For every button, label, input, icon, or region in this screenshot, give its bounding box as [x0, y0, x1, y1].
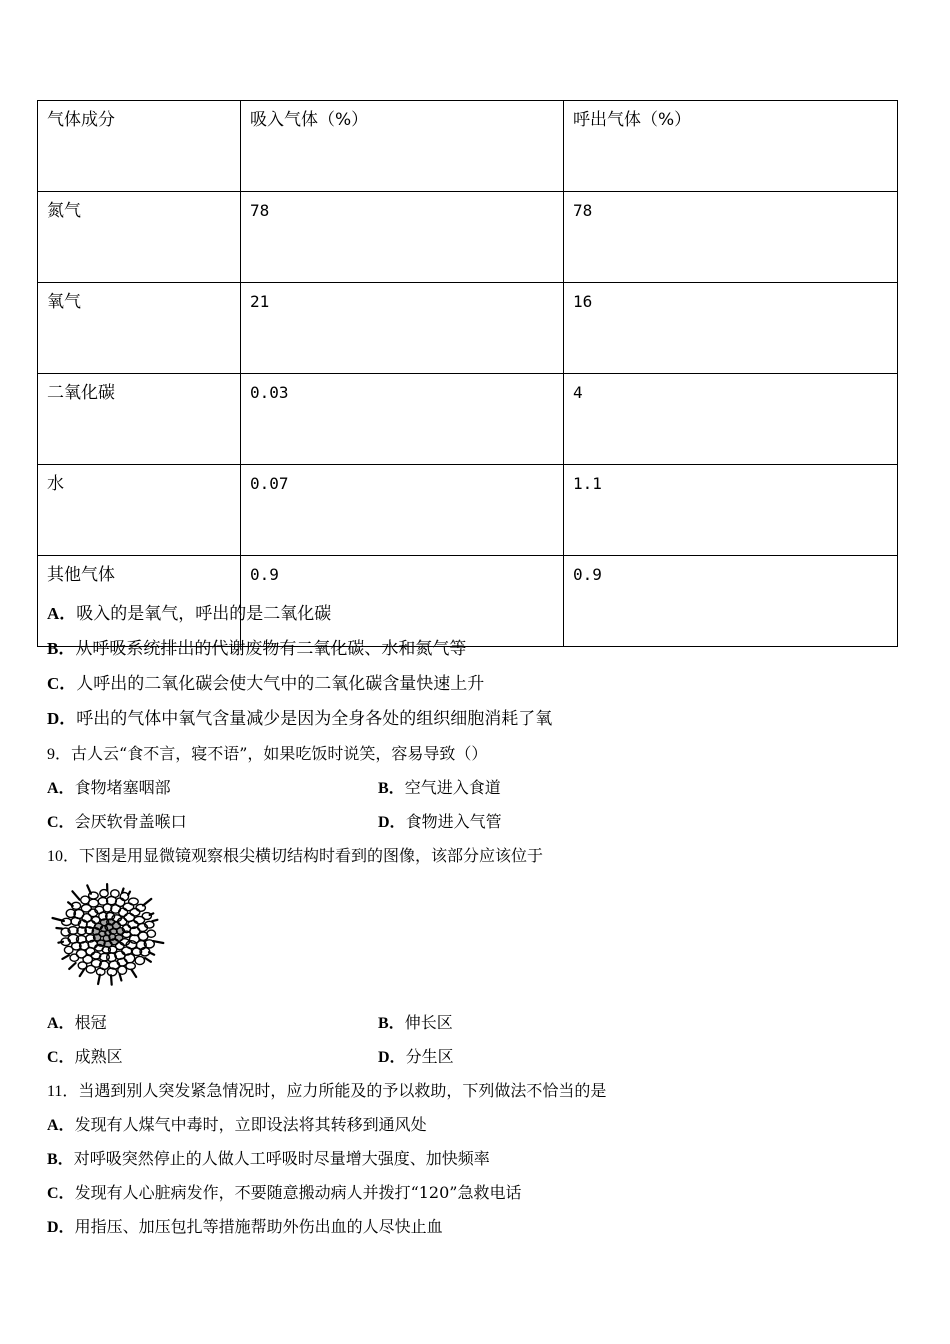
cell-shape [81, 896, 90, 904]
q10-stem [47, 845, 543, 868]
table-cell: 其他气体 [38, 556, 241, 647]
table-cell: 0.03 [241, 374, 564, 465]
table-header-cell: 吸入气体（%） [241, 101, 564, 192]
option-text: 伸长区 [404, 1013, 453, 1032]
option-letter: A． [47, 604, 77, 623]
root-hair-shape [120, 974, 122, 981]
table-cell: 氧气 [38, 283, 241, 374]
option-text: 食物进入气管 [405, 812, 502, 831]
option-text: 用指压、加压包扎等措施帮助外伤出血的人尽快止血 [74, 1217, 443, 1236]
root-hair-shape [152, 920, 157, 921]
table-cell: 0.9 [241, 556, 564, 647]
q11-option-b [47, 1148, 490, 1171]
table-cell: 水 [38, 465, 241, 556]
option-letter: B． [378, 1015, 405, 1032]
root-hair-shape [72, 891, 79, 899]
q10-option-b [378, 1012, 453, 1035]
q8-option-c [47, 673, 484, 695]
cell-shape [64, 946, 73, 953]
q10-option-a [47, 1012, 107, 1035]
cell-shape [125, 954, 135, 963]
table-header-cell: 呼出气体（%） [564, 101, 898, 192]
option-letter: C． [47, 814, 75, 831]
option-text: 从呼吸系统排出的代谢废物有二氧化碳、水和氮气等 [75, 639, 467, 659]
table-cell: 16 [564, 283, 898, 374]
root-hair-shape [131, 970, 136, 978]
option-text: 吸入的是氧气，呼出的是二氧化碳 [76, 604, 332, 624]
table-cell: 4 [564, 374, 898, 465]
root-hair-shape [53, 918, 64, 921]
q11-option-d [47, 1216, 443, 1239]
cell-shape [135, 956, 144, 964]
table-cell: 78 [564, 192, 898, 283]
question-text: 古人云“食不言，寝不语”，如果吃饭时说笑，容易导致（） [71, 744, 488, 763]
q11-option-c [47, 1182, 521, 1205]
q9-option-c [47, 811, 187, 834]
cell-shape [147, 930, 156, 937]
root-hair-shape [69, 963, 75, 969]
root-hair-shape [80, 969, 85, 976]
gas-composition-table [37, 100, 898, 647]
option-letter: B． [47, 1151, 74, 1168]
option-letter: A． [47, 1015, 75, 1032]
table-row [38, 465, 898, 556]
table-cell: 78 [241, 192, 564, 283]
root-tip-cross-section-figure [50, 878, 175, 988]
option-letter: A． [47, 1117, 75, 1134]
root-hair-shape [145, 958, 151, 962]
option-letter: C． [47, 674, 77, 693]
cell-shape [78, 962, 87, 969]
option-letter: D． [47, 1219, 75, 1236]
cell-shape [110, 939, 118, 945]
option-text: 发现有人心脏病发作，不要随意搬动病人并拨打“120”急救电话 [74, 1183, 522, 1202]
root-hair-shape [150, 913, 154, 915]
option-letter: B． [47, 639, 76, 658]
question-text: 当遇到别人突发紧急情况时，应力所能及的予以救助，下列做法不恰当的是 [78, 1081, 607, 1100]
root-hair-shape [87, 885, 91, 893]
question-text: 下图是用显微镜观察根尖横切结构时看到的图像，该部分应该位于 [79, 846, 544, 865]
table-row [38, 556, 898, 647]
table-cell: 21 [241, 283, 564, 374]
q8-option-b [47, 638, 466, 660]
option-text: 会厌软骨盖喉口 [74, 812, 187, 831]
cell-shape [119, 908, 128, 916]
option-text: 分生区 [405, 1047, 454, 1066]
root-hair-shape [68, 902, 73, 906]
table-cell: 0.9 [564, 556, 898, 647]
cell-shape [129, 898, 139, 905]
table-row [38, 374, 898, 465]
option-text: 发现有人煤气中毒时，立即设法将其转移到通风处 [74, 1115, 427, 1134]
cell-shape [130, 909, 140, 916]
q9-option-a [47, 777, 171, 800]
q10-option-d [378, 1046, 454, 1069]
q11-option-a [47, 1114, 427, 1137]
table-header-row [38, 101, 898, 192]
option-text: 根冠 [74, 1013, 107, 1032]
table-header-cell: 气体成分 [38, 101, 241, 192]
root-hair-shape [98, 975, 100, 984]
cell-shape [86, 965, 95, 973]
root-hair-shape [111, 975, 112, 985]
root-hair-shape [56, 928, 62, 929]
q9-option-d [378, 811, 502, 834]
root-hair-shape [143, 899, 151, 906]
option-text: 呼出的气体中氧气含量减少是因为全身各处的组织细胞消耗了氧 [76, 709, 553, 729]
cell-shape [126, 963, 135, 970]
q10-option-c [47, 1046, 123, 1069]
option-text: 空气进入食道 [404, 778, 501, 797]
q9-option-b [378, 777, 501, 800]
table-row [38, 192, 898, 283]
table-row [38, 283, 898, 374]
q9-stem [47, 743, 487, 766]
question-number: 10． [47, 848, 80, 865]
option-letter: A． [47, 780, 75, 797]
option-letter: C． [47, 1049, 75, 1066]
question-number: 9． [47, 746, 72, 763]
cell-shape [70, 954, 79, 961]
option-text: 成熟区 [74, 1047, 123, 1066]
cell-shape [111, 890, 119, 898]
option-letter: D． [47, 709, 77, 728]
option-text: 人呼出的二氧化碳会使大气中的二氧化碳含量快速上升 [76, 674, 485, 694]
option-text: 对呼吸突然停止的人做人工呼吸时尽量增大强度、加快频率 [73, 1149, 490, 1168]
question-number: 11． [47, 1083, 79, 1100]
q8-option-a [47, 603, 331, 625]
table-cell: 二氧化碳 [38, 374, 241, 465]
table-cell: 1.1 [564, 465, 898, 556]
root-hair-shape [128, 892, 130, 895]
option-letter: D． [378, 1049, 406, 1066]
option-text: 食物堵塞咽部 [74, 778, 171, 797]
table-cell: 氮气 [38, 192, 241, 283]
q11-stem [47, 1080, 606, 1103]
option-letter: C． [47, 1185, 75, 1202]
root-hair-shape [62, 955, 69, 959]
q8-option-d [47, 708, 552, 730]
root-hair-shape [122, 889, 123, 893]
root-hair-shape [58, 942, 63, 943]
table-cell: 0.07 [241, 465, 564, 556]
option-letter: B． [378, 780, 405, 797]
option-letter: D． [378, 814, 406, 831]
root-hair-shape [149, 952, 154, 955]
